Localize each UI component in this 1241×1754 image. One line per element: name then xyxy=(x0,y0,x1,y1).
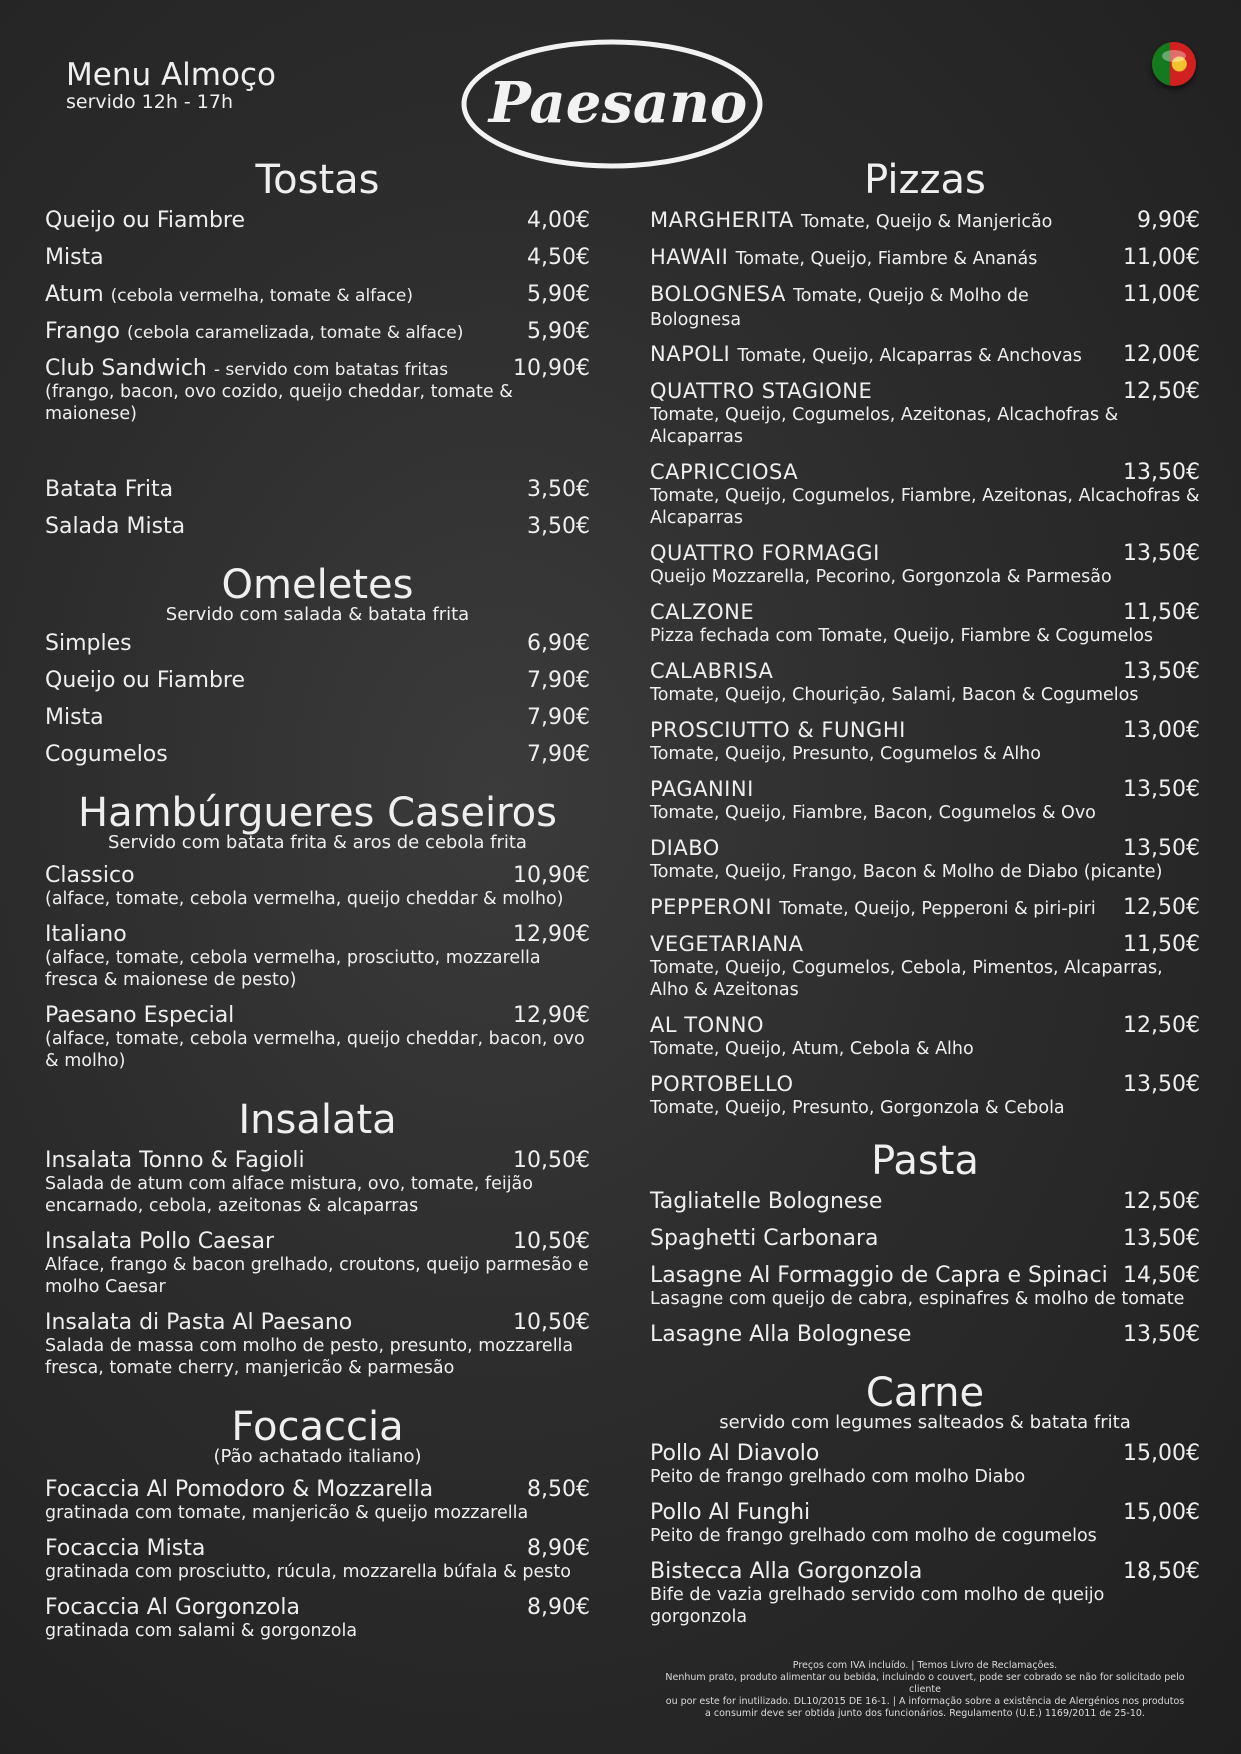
menu-item-description: Tomate, Queijo, Cogumelos, Fiambre, Azeitonas, Alcachofras & Alcaparras xyxy=(650,486,1200,528)
menu-item-row xyxy=(45,1477,590,1502)
menu-item[interactable] xyxy=(650,1500,1200,1547)
footer-line: Preços com IVA incluído. | Temos Livro de Reclamações. xyxy=(792,1660,1058,1671)
menu-item-title: Italiano xyxy=(45,922,127,947)
menu-item-name xyxy=(45,208,245,233)
menu-item-name xyxy=(45,245,104,270)
menu-item-name xyxy=(45,1229,274,1254)
menu-item-title: Salada Mista xyxy=(45,514,186,539)
menu-item-description: Queijo Mozzarella, Pecorino, Gorgonzola & Parmesão xyxy=(650,567,1112,587)
menu-item-title: BOLOGNESA xyxy=(650,282,786,306)
menu-item-row xyxy=(650,895,1200,920)
menu-item-name xyxy=(650,1189,882,1214)
menu-item-title: Queijo ou Fiambre xyxy=(45,668,246,693)
menu-item-description: Tomate, Queijo, Fiambre, Bacon, Cogumelos & Ovo xyxy=(650,803,1096,823)
menu-item-price: 3,50€ xyxy=(527,514,590,539)
menu-item-name xyxy=(45,1477,433,1502)
section-sub-omeletes: Servido com salada & batata frita xyxy=(165,604,470,625)
menu-item-row xyxy=(650,777,1200,802)
section-title-carne: Carne xyxy=(865,1370,985,1416)
menu-item-price: 10,50€ xyxy=(513,1310,590,1335)
menu-item-title: Cogumelos xyxy=(45,742,168,767)
menu-item-inline-desc: Tomate, Queijo & Manjericão xyxy=(800,212,1053,232)
menu-item-name xyxy=(650,379,872,403)
menu-item[interactable] xyxy=(45,514,590,539)
menu-item-row xyxy=(650,1559,1200,1584)
menu-item[interactable] xyxy=(650,718,1200,765)
legal-footer xyxy=(650,1660,1200,1720)
menu-item-price: 12,90€ xyxy=(513,922,590,947)
menu-item[interactable] xyxy=(650,836,1200,883)
menu-item-row xyxy=(650,1322,1200,1347)
menu-item-title: Atum xyxy=(45,282,104,307)
menu-item-price: 18,50€ xyxy=(1123,1559,1200,1584)
menu-item-inline-desc: (cebola caramelizada, tomate & alface) xyxy=(126,323,464,343)
menu-item-name xyxy=(650,1013,764,1037)
right-column xyxy=(650,158,1200,1640)
menu-item-description: Salada de massa com molho de pesto, presunto, mozzarella fresca, tomate cherry, manjericão & parmesão xyxy=(45,1336,574,1378)
menu-item-description: Tomate, Queijo, Cogumelos, Azeitonas, Alcachofras & Alcaparras xyxy=(650,405,1119,447)
menu-header xyxy=(66,58,276,112)
menu-item-price: 3,50€ xyxy=(527,477,590,502)
menu-item-price: 10,90€ xyxy=(513,356,590,381)
menu-item-row xyxy=(650,600,1200,625)
menu-item-description: Alface, frango & bacon grelhado, croutons, queijo parmesão e molho Caesar xyxy=(45,1255,589,1297)
menu-item-name xyxy=(45,742,168,767)
hamburgueres-list xyxy=(45,863,590,1072)
menu-item-row xyxy=(650,379,1200,404)
menu-item[interactable] xyxy=(45,863,590,910)
menu-item-title: QUATTRO FORMAGGI xyxy=(650,541,880,565)
menu-item-name xyxy=(650,1072,793,1096)
menu-item-price: 5,90€ xyxy=(527,319,590,344)
menu-item-description: Pizza fechada com Tomate, Queijo, Fiambre & Cogumelos xyxy=(650,626,1154,646)
menu-item-name xyxy=(650,777,754,801)
tostas-extras xyxy=(45,477,590,539)
menu-item[interactable] xyxy=(650,1226,1200,1251)
pasta-list xyxy=(650,1189,1200,1347)
menu-item-name xyxy=(650,600,754,624)
menu-item[interactable] xyxy=(45,319,590,344)
menu-item[interactable] xyxy=(650,1013,1200,1060)
menu-item[interactable] xyxy=(650,1441,1200,1488)
menu-item-row xyxy=(45,922,590,947)
omeletes-list xyxy=(45,631,590,767)
menu-item[interactable] xyxy=(45,356,590,425)
menu-item-description: Tomate, Queijo, Chouriçāo, Salami, Bacon & Cogumelos xyxy=(650,685,1139,705)
menu-item[interactable] xyxy=(45,1310,590,1379)
menu-item[interactable] xyxy=(45,208,590,233)
menu-item-row xyxy=(45,668,590,693)
menu-item-row xyxy=(650,718,1200,743)
menu-item-name xyxy=(650,208,1052,232)
menu-item-row xyxy=(45,742,590,767)
footer-line: a consumir deve ser obtida junto dos funcionários. Regulamento (U.E.) 1169/2011 de 25-10. xyxy=(705,1708,1145,1719)
menu-item-name xyxy=(650,245,1037,269)
menu-item-price: 14,50€ xyxy=(1123,1263,1200,1288)
menu-item-price: 11,50€ xyxy=(1123,932,1200,957)
menu-item-price: 8,90€ xyxy=(527,1595,590,1620)
menu-item-name xyxy=(650,895,1096,919)
menu-item-row xyxy=(650,1072,1200,1097)
section-title-insalata: Insalata xyxy=(238,1097,397,1143)
menu-item-description: (alface, tomate, cebola vermelha, queijo cheddar & molho) xyxy=(45,889,564,909)
menu-item-price: 13,50€ xyxy=(1123,659,1200,684)
menu-item-title: HAWAII xyxy=(650,245,729,269)
menu-item-price: 11,00€ xyxy=(1123,245,1200,270)
menu-item-price: 13,50€ xyxy=(1123,1322,1200,1347)
menu-item-name xyxy=(45,1595,300,1620)
menu-item-row xyxy=(650,541,1200,566)
menu-item-title: CAPRICCIOSA xyxy=(650,460,799,484)
menu-item[interactable] xyxy=(650,208,1200,233)
menu-item-title: Spaghetti Carbonara xyxy=(650,1226,879,1251)
tostas-list xyxy=(45,208,590,425)
paesano-logo xyxy=(458,36,766,172)
menu-item-row xyxy=(650,282,1200,330)
menu-item-price: 13,50€ xyxy=(1123,541,1200,566)
menu-item-title: Classico xyxy=(45,863,135,888)
menu-item-row xyxy=(45,208,590,233)
menu-item-row xyxy=(45,631,590,656)
menu-item-title: Insalata di Pasta Al Paesano xyxy=(45,1310,353,1335)
menu-item-name xyxy=(650,460,798,484)
menu-item-inline-desc: (cebola vermelha, tomate & alface) xyxy=(110,286,414,306)
menu-hours: servido 12h - 17h xyxy=(66,91,234,113)
menu-item-row xyxy=(650,208,1200,233)
menu-item-name xyxy=(650,1322,911,1347)
menu-item-name xyxy=(45,705,104,730)
menu-item[interactable] xyxy=(650,932,1200,1001)
menu-item-description: Salada de atum com alface mistura, ovo, tomate, feijão encarnado, cebola, azeitonas & alcaparras xyxy=(45,1174,533,1216)
insalata-list xyxy=(45,1148,590,1379)
menu-item-price: 12,50€ xyxy=(1123,379,1200,404)
menu-item[interactable] xyxy=(45,1148,590,1217)
menu-item-name xyxy=(650,1500,810,1525)
menu-item-price: 12,50€ xyxy=(1123,1013,1200,1038)
menu-item-row xyxy=(650,1500,1200,1525)
menu-item-description: Tomate, Queijo, Frango, Bacon & Molho de Diabo (picante) xyxy=(650,862,1163,882)
menu-item-description: Tomate, Queijo, Presunto, Cogumelos & Alho xyxy=(650,744,1041,764)
menu-item[interactable] xyxy=(650,1263,1200,1310)
menu-item-row xyxy=(45,1536,590,1561)
menu-item-title: Focaccia Mista xyxy=(45,1536,206,1561)
menu-item-row xyxy=(45,282,590,307)
menu-item-title: Mista xyxy=(45,705,104,730)
menu-item-title: Focaccia Al Gorgonzola xyxy=(45,1595,300,1620)
menu-item-title: Frango xyxy=(45,319,120,344)
section-title-pizzas: Pizzas xyxy=(864,157,986,203)
menu-item-row xyxy=(650,460,1200,485)
menu-item-title: Lasagne Alla Bolognese xyxy=(650,1322,912,1347)
menu-item-price: 9,90€ xyxy=(1137,208,1200,233)
menu-item-description: Tomate, Queijo, Presunto, Gorgonzola & Cebola xyxy=(650,1098,1065,1118)
menu-item-title: Insalata Pollo Caesar xyxy=(45,1229,275,1254)
menu-item-price: 4,00€ xyxy=(527,208,590,233)
menu-item[interactable] xyxy=(45,1003,590,1072)
menu-item-price: 15,00€ xyxy=(1123,1500,1200,1525)
menu-item-title: PEPPERONI xyxy=(650,895,773,919)
menu-title: Menu Almoço xyxy=(66,57,276,93)
menu-item[interactable] xyxy=(45,282,590,307)
menu-item-row xyxy=(45,1310,590,1335)
menu-item-name xyxy=(650,1263,1108,1288)
menu-item-name xyxy=(45,1310,352,1335)
section-sub-focaccia: (Pão achatado italiano) xyxy=(213,1446,422,1467)
menu-item[interactable] xyxy=(45,245,590,270)
menu-item-name xyxy=(650,932,803,956)
pizzas-list xyxy=(650,208,1200,1119)
menu-item-name xyxy=(650,1441,819,1466)
menu-item-title: Mista xyxy=(45,245,104,270)
menu-item[interactable] xyxy=(650,245,1200,270)
menu-item-price: 7,90€ xyxy=(527,705,590,730)
menu-item[interactable] xyxy=(45,477,590,502)
menu-item-name xyxy=(45,1148,305,1173)
menu-item-price: 12,00€ xyxy=(1123,342,1200,367)
menu-item-name xyxy=(45,668,245,693)
menu-item-name xyxy=(650,282,1123,330)
menu-item-title: Pollo Al Diavolo xyxy=(650,1441,820,1466)
section-title-hamburgueres: Hambúrgueres Caseiros xyxy=(77,790,557,836)
menu-item[interactable] xyxy=(45,742,590,767)
carne-list xyxy=(650,1441,1200,1628)
menu-item-description: Bife de vazia grelhado servido com molho de queijo gorgonzola xyxy=(650,1585,1105,1627)
menu-item-price: 7,90€ xyxy=(527,742,590,767)
menu-item-title: VEGETARIANA xyxy=(650,932,804,956)
menu-item-name xyxy=(45,477,173,502)
menu-item-row xyxy=(45,705,590,730)
menu-item-title: Batata Frita xyxy=(45,477,174,502)
section-title-focaccia: Focaccia xyxy=(231,1404,404,1450)
menu-item[interactable] xyxy=(650,541,1200,588)
section-sub-carne: servido com legumes salteados & batata frita xyxy=(719,1412,1131,1433)
menu-item-title: Insalata Tonno & Fagioli xyxy=(45,1148,305,1173)
menu-item-price: 10,50€ xyxy=(513,1229,590,1254)
portugal-flag-icon[interactable] xyxy=(1152,42,1196,86)
menu-item[interactable] xyxy=(650,460,1200,529)
menu-item[interactable] xyxy=(650,1322,1200,1347)
menu-item-price: 4,50€ xyxy=(527,245,590,270)
menu-item-title: Pollo Al Funghi xyxy=(650,1500,811,1525)
menu-item[interactable] xyxy=(650,1189,1200,1214)
menu-item-price: 12,90€ xyxy=(513,1003,590,1028)
logo-text: Paesano xyxy=(488,70,748,136)
menu-item-name xyxy=(45,514,185,539)
menu-item-description: Peito de frango grelhado com molho Diabo xyxy=(650,1467,1026,1487)
menu-item[interactable] xyxy=(45,1536,590,1583)
menu-item-description: gratinada com salami & gorgonzola xyxy=(45,1621,358,1641)
menu-item-title: CALABRISA xyxy=(650,659,774,683)
menu-item-description: gratinada com prosciutto, rúcula, mozzarella búfala & pesto xyxy=(45,1562,571,1582)
menu-item[interactable] xyxy=(45,1477,590,1524)
menu-item-price: 10,90€ xyxy=(513,863,590,888)
menu-item-row xyxy=(650,1013,1200,1038)
menu-item-row xyxy=(45,477,590,502)
menu-item-row xyxy=(650,1189,1200,1214)
menu-item-row xyxy=(650,342,1200,367)
menu-item-price: 10,50€ xyxy=(513,1148,590,1173)
menu-item-title: Paesano Especial xyxy=(45,1003,235,1028)
menu-item[interactable] xyxy=(650,600,1200,647)
menu-item-row xyxy=(650,836,1200,861)
menu-item-description: Tomate, Queijo, Atum, Cebola & Alho xyxy=(650,1039,974,1059)
menu-item[interactable] xyxy=(650,282,1200,330)
menu-item-row xyxy=(45,1229,590,1254)
footer-line: Nenhum prato, produto alimentar ou bebida, incluindo o couvert, pode ser cobrado se não for solicitado pelo cliente xyxy=(665,1672,1185,1695)
menu-item[interactable] xyxy=(650,777,1200,824)
menu-item-description: (alface, tomate, cebola vermelha, prosciutto, mozzarella fresca & maionese de pesto) xyxy=(45,948,541,990)
menu-item-price: 13,50€ xyxy=(1123,1072,1200,1097)
menu-item-row xyxy=(45,1595,590,1620)
menu-item-title: PAGANINI xyxy=(650,777,754,801)
menu-item-title: Lasagne Al Formaggio de Capra e Spinaci xyxy=(650,1263,1108,1288)
menu-item-price: 11,00€ xyxy=(1123,282,1200,307)
menu-item-title: Bistecca Alla Gorgonzola xyxy=(650,1559,923,1584)
menu-item-description: (alface, tomate, cebola vermelha, queijo cheddar, bacon, ovo & molho) xyxy=(45,1029,585,1071)
section-title-pasta: Pasta xyxy=(871,1138,979,1184)
menu-item[interactable] xyxy=(650,895,1200,920)
menu-item-price: 12,50€ xyxy=(1123,895,1200,920)
menu-item-row xyxy=(45,245,590,270)
menu-item-price: 15,00€ xyxy=(1123,1441,1200,1466)
section-sub-hamburgueres: Servido com batata frita & aros de cebola frita xyxy=(108,832,527,853)
menu-item[interactable] xyxy=(650,659,1200,706)
menu-item-name xyxy=(650,1226,878,1251)
menu-item-row xyxy=(45,1148,590,1173)
menu-item-price: 8,50€ xyxy=(527,1477,590,1502)
menu-item[interactable] xyxy=(650,1072,1200,1119)
menu-item-row xyxy=(45,356,590,381)
menu-item[interactable] xyxy=(650,342,1200,367)
menu-item-description: (frango, bacon, ovo cozido, queijo cheddar, tomate & maionese) xyxy=(45,382,513,424)
menu-item-price: 6,90€ xyxy=(527,631,590,656)
menu-item-inline-desc: Tomate, Queijo & Molho de Bolognesa xyxy=(650,286,1029,330)
menu-item-name xyxy=(45,863,135,888)
menu-item-name xyxy=(45,356,448,381)
menu-item-title: PROSCIUTTO & FUNGHI xyxy=(650,718,906,742)
menu-item-description: Tomate, Queijo, Cogumelos, Cebola, Pimentos, Alcaparras, Alho & Azeitonas xyxy=(650,958,1163,1000)
menu-item-row xyxy=(650,1263,1200,1288)
menu-item-inline-desc: Tomate, Queijo, Fiambre & Ananás xyxy=(735,249,1038,269)
menu-item-row xyxy=(45,863,590,888)
menu-item-price: 11,50€ xyxy=(1123,600,1200,625)
menu-item-row xyxy=(650,1441,1200,1466)
menu-item-title: Simples xyxy=(45,631,132,656)
menu-item-price: 13,50€ xyxy=(1123,460,1200,485)
menu-item-row xyxy=(650,659,1200,684)
menu-item-title: Queijo ou Fiambre xyxy=(45,208,246,233)
menu-item-description: gratinada com tomate, manjericão & queijo mozzarella xyxy=(45,1503,529,1523)
menu-item-row xyxy=(45,1003,590,1028)
menu-item-name xyxy=(650,718,906,742)
menu-item-description: Peito de frango grelhado com molho de cogumelos xyxy=(650,1526,1097,1546)
footer-line: ou por este for inutilizado. DL10/2015 DE 16-1. | A informação sobre a existência de Alergénios nos produtos xyxy=(665,1696,1185,1707)
menu-item[interactable] xyxy=(45,631,590,656)
menu-item-price: 7,90€ xyxy=(527,668,590,693)
menu-item[interactable] xyxy=(650,1559,1200,1628)
menu-item-name xyxy=(45,1003,234,1028)
menu-item-price: 13,50€ xyxy=(1123,836,1200,861)
menu-item-name xyxy=(45,631,132,656)
section-title-tostas: Tostas xyxy=(255,157,380,203)
menu-item[interactable] xyxy=(45,668,590,693)
menu-item-title: NAPOLI xyxy=(650,342,731,366)
menu-item-title: Focaccia Al Pomodoro & Mozzarella xyxy=(45,1477,434,1502)
menu-item-price: 13,00€ xyxy=(1123,718,1200,743)
menu-item-title: PORTOBELLO xyxy=(650,1072,794,1096)
menu-item-name xyxy=(650,659,773,683)
menu-item[interactable] xyxy=(650,379,1200,448)
menu-item-name xyxy=(650,342,1082,366)
menu-item-title: CALZONE xyxy=(650,600,755,624)
menu-item-title: DIABO xyxy=(650,836,720,860)
menu-item-inline-desc: Tomate, Queijo, Alcaparras & Anchovas xyxy=(737,346,1082,366)
menu-item-title: AL TONNO xyxy=(650,1013,765,1037)
menu-item-title: QUATTRO STAGIONE xyxy=(650,379,873,403)
menu-item-name xyxy=(45,922,127,947)
menu-item-name xyxy=(650,1559,922,1584)
left-column xyxy=(45,158,590,1654)
menu-item-inline-desc: Tomate, Queijo, Pepperoni & piri-piri xyxy=(779,899,1096,919)
menu-item-title: MARGHERITA xyxy=(650,208,794,232)
menu-item-row xyxy=(650,932,1200,957)
menu-item-name xyxy=(45,282,413,307)
menu-item-name xyxy=(650,836,720,860)
menu-item-row xyxy=(45,514,590,539)
menu-item[interactable] xyxy=(45,922,590,991)
menu-item[interactable] xyxy=(45,705,590,730)
menu-item-inline-desc: - servido com batatas fritas xyxy=(213,360,449,380)
menu-item-title: Club Sandwich xyxy=(45,356,207,381)
menu-item[interactable] xyxy=(45,1229,590,1298)
menu-item-name xyxy=(45,319,463,344)
menu-item-description: Lasagne com queijo de cabra, espinafres & molho de tomate xyxy=(650,1289,1185,1309)
menu-item[interactable] xyxy=(45,1595,590,1642)
menu-item-price: 12,50€ xyxy=(1123,1189,1200,1214)
menu-item-price: 13,50€ xyxy=(1123,1226,1200,1251)
menu-item-title: Tagliatelle Bolognese xyxy=(650,1189,883,1214)
menu-item-name xyxy=(650,541,880,565)
focaccia-list xyxy=(45,1477,590,1642)
menu-item-name xyxy=(45,1536,205,1561)
menu-item-row xyxy=(45,319,590,344)
menu-item-price: 5,90€ xyxy=(527,282,590,307)
menu-item-row xyxy=(650,1226,1200,1251)
section-title-omeletes: Omeletes xyxy=(221,562,414,608)
menu-item-price: 8,90€ xyxy=(527,1536,590,1561)
menu-item-price: 13,50€ xyxy=(1123,777,1200,802)
menu-item-row xyxy=(650,245,1200,270)
